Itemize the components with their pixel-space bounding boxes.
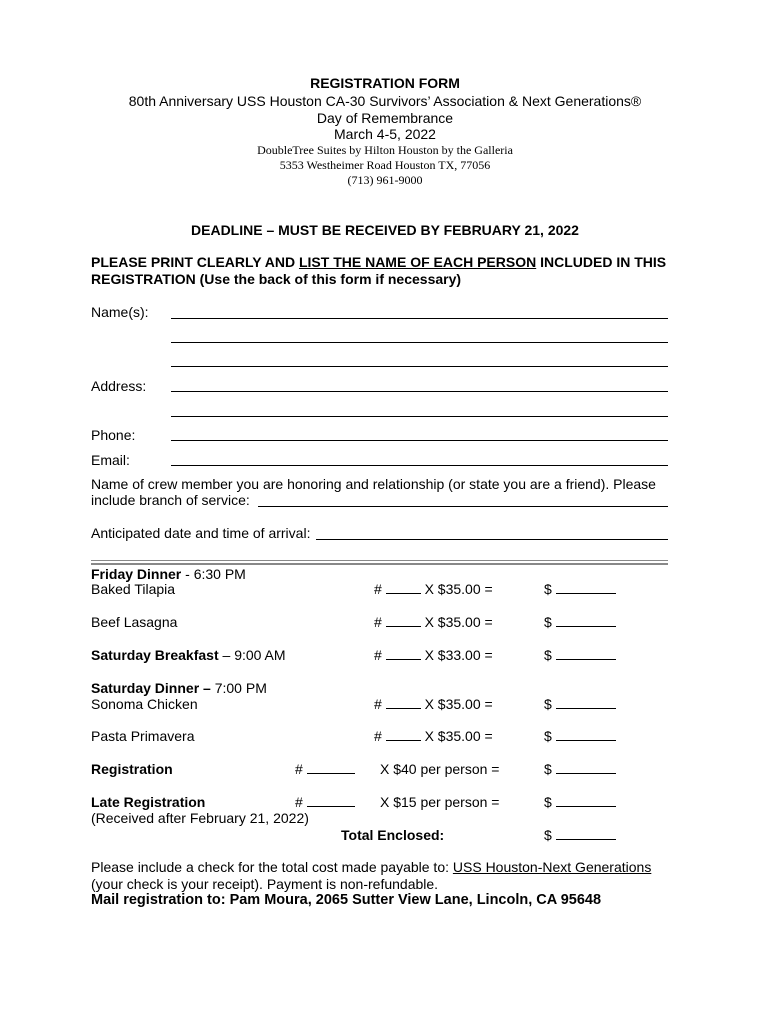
late-registration-qty[interactable]: # (295, 794, 355, 810)
check-text: Please include a check for the total cost made payable to: (91, 859, 453, 875)
venue-address: 5353 Westheimer Road Houston TX, 77056 (279, 158, 491, 172)
names-field-line-3[interactable] (171, 366, 668, 367)
arrival-label: Anticipated date and time of arrival: (91, 525, 311, 541)
section-divider-heavy (91, 563, 668, 565)
section-divider (91, 560, 668, 561)
instructions-emphasis: LIST THE NAME OF EACH PERSON (298, 254, 537, 270)
email-label: Email: (91, 452, 130, 468)
pasta-primavera-price: X $35.00 = (424, 728, 493, 744)
venue-name: DoubleTree Suites by Hilton Houston by the Galleria (257, 143, 513, 157)
baked-tilapia-amount[interactable]: $ (544, 581, 616, 597)
friday-dinner-heading (91, 566, 246, 582)
sonoma-chicken-amount[interactable]: $ (544, 696, 616, 712)
late-registration-note: (Received after February 21, 2022) (91, 810, 309, 826)
saturday-breakfast-qty[interactable]: # X $33.00 = (374, 647, 493, 663)
email-field-line[interactable] (171, 465, 668, 466)
saturday-breakfast-amount[interactable]: $ (544, 647, 616, 663)
friday-dinner-label: Friday Dinner (91, 566, 182, 582)
phone-field-line[interactable] (171, 440, 668, 441)
event-name: Day of Remembrance (316, 110, 454, 126)
saturday-breakfast-price: X $33.00 = (424, 647, 493, 663)
sonoma-chicken-price: X $35.00 = (424, 696, 493, 712)
instructions-line1 (91, 254, 666, 270)
saturday-breakfast-time: – 9:00 AM (218, 647, 286, 663)
saturday-breakfast-label: Saturday Breakfast (91, 647, 219, 663)
event-dates: March 4-5, 2022 (334, 126, 436, 142)
sonoma-chicken-qty[interactable]: # X $35.00 = (374, 696, 493, 712)
beef-lasagna-label: Beef Lasagna (91, 614, 178, 630)
names-field-line-2[interactable] (171, 342, 668, 343)
address-label: Address: (91, 378, 147, 394)
saturday-dinner-label: Saturday Dinner – (91, 680, 211, 696)
names-field-line-1[interactable] (171, 318, 668, 319)
total-enclosed-label: Total Enclosed: (341, 827, 445, 843)
beef-lasagna-qty[interactable]: # X $35.00 = (374, 614, 493, 630)
address-field-line-1[interactable] (171, 391, 668, 392)
late-registration-label: Late Registration (91, 794, 206, 810)
baked-tilapia-qty[interactable]: # X $35.00 = (374, 581, 493, 597)
check-instructions (91, 859, 651, 875)
late-registration-amount[interactable]: $ (544, 794, 616, 810)
event-line: 80th Anniversary USS Houston CA-30 Survivors’ Association & Next Generations® (128, 93, 642, 109)
beef-lasagna-amount[interactable]: $ (544, 614, 616, 630)
branch-label: include branch of service: (91, 492, 250, 508)
registration-label: Registration (91, 761, 173, 777)
total-enclosed-amount[interactable]: $ (544, 827, 616, 843)
saturday-dinner-time: 7:00 PM (210, 680, 267, 696)
names-label: Name(s): (91, 304, 149, 320)
instructions-part3: INCLUDED IN THIS (536, 254, 667, 270)
saturday-dinner-heading (91, 680, 267, 696)
pasta-primavera-qty[interactable]: # X $35.00 = (374, 728, 493, 744)
baked-tilapia-price: X $35.00 = (424, 581, 493, 597)
pasta-primavera-amount[interactable]: $ (544, 728, 616, 744)
friday-dinner-time: - 6:30 PM (181, 566, 246, 582)
deadline-notice: DEADLINE – MUST BE RECEIVED BY FEBRUARY 21, 2022 (191, 222, 579, 238)
saturday-breakfast-heading (91, 647, 286, 663)
beef-lasagna-price: X $35.00 = (424, 614, 493, 630)
mail-to: Mail registration to: Pam Moura, 2065 Sutter View Lane, Lincoln, CA 95648 (91, 892, 602, 908)
instructions-line2: REGISTRATION (Use the back of this form if necessary) (91, 271, 462, 287)
crew-member-label: Name of crew member you are honoring and relationship (or state you are a friend). Please (91, 476, 656, 492)
payee-name: USS Houston-Next Generations (452, 859, 652, 875)
registration-amount[interactable]: $ (544, 761, 616, 777)
late-registration-price: X $15 per person = (380, 794, 500, 810)
baked-tilapia-label: Baked Tilapia (91, 581, 176, 597)
pasta-primavera-label: Pasta Primavera (91, 728, 195, 744)
instructions-part1: PLEASE PRINT CLEARLY AND (91, 254, 299, 270)
receipt-note: (your check is your receipt). Payment is non-refundable. (91, 876, 439, 892)
form-title: REGISTRATION FORM (310, 75, 460, 91)
address-field-line-2[interactable] (171, 416, 668, 417)
registration-price: X $40 per person = (380, 761, 500, 777)
registration-qty[interactable]: # (295, 761, 355, 777)
phone-label: Phone: (91, 427, 136, 443)
sonoma-chicken-label: Sonoma Chicken (91, 696, 198, 712)
crew-member-field-line[interactable] (258, 506, 668, 507)
venue-phone: (713) 961-9000 (347, 173, 423, 187)
arrival-field-line[interactable] (316, 539, 668, 540)
